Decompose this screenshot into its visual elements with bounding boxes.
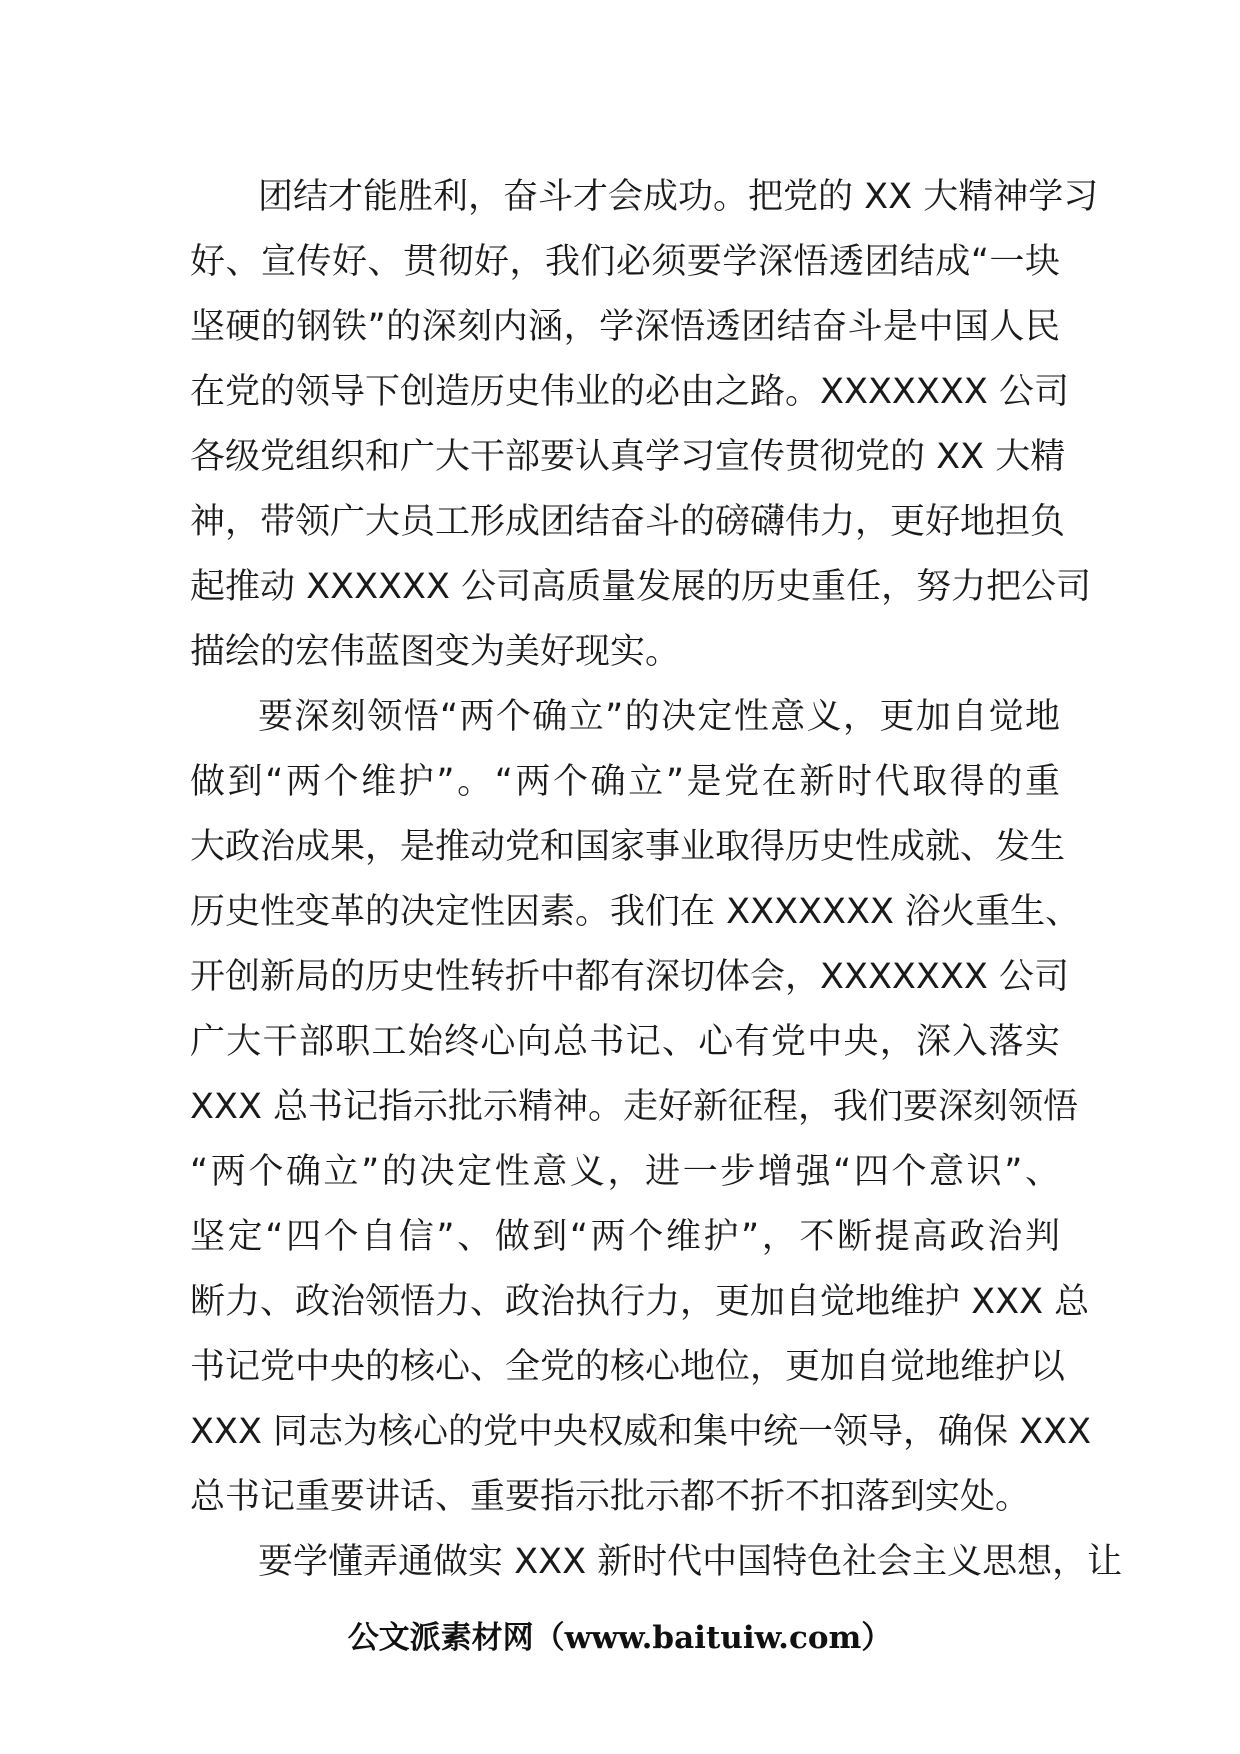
text-line: 团结才能胜利，奋斗才会成功。把党的 XX 大精神学习 (258, 177, 1099, 217)
text-line: 好、宣传好、贯彻好，我们必须要学深悟透团结成“一块 (190, 242, 1060, 282)
text-line: 各级党组织和广大干部要认真学习宣传贯彻党的 XX 大精 (190, 437, 1066, 477)
text-line: 坚硬的钢铁”的深刻内涵，学深悟透团结奋斗是中国人民 (190, 307, 1060, 347)
text-line: 要学懂弄通做实 XXX 新时代中国特色社会主义思想，让 (258, 1542, 1123, 1582)
text-line: 总书记重要讲话、重要指示批示都不折不扣落到实处。 (190, 1477, 1031, 1517)
text-line: 广大干部职工始终心向总书记、心有党中央，深入落实 (190, 1022, 1060, 1062)
text-line: 开创新局的历史性转折中都有深切体会，XXXXXXX 公司 (190, 957, 1069, 997)
document-body (190, 165, 1123, 1595)
text-line: XXX 同志为核心的党中央权威和集中统一领导，确保 XXX (190, 1412, 1092, 1452)
text-line: XXX 总书记指示批示精神。走好新征程，我们要深刻领悟 (190, 1087, 1079, 1127)
text-line: 起推动 XXXXXX 公司高质量发展的历史重任，努力把公司 (190, 567, 1092, 607)
footer-watermark: 公文派素材网（www.baituiw.com） (347, 1620, 893, 1656)
text-line: 要深刻领悟“两个确立”的决定性意义，更加自觉地 (258, 697, 1060, 737)
text-line: 书记党中央的核心、全党的核心地位，更加自觉地维护以 (190, 1347, 1066, 1387)
text-line: 坚定“四个自信”、做到“两个维护”，不断提高政治判 (190, 1217, 1060, 1257)
text-line: 神，带领广大员工形成团结奋斗的磅礴伟力，更好地担负 (190, 502, 1066, 542)
text-line: 在党的领导下创造历史伟业的必由之路。XXXXXXX 公司 (190, 372, 1069, 412)
text-line: 描绘的宏伟蓝图变为美好现实。 (190, 632, 681, 672)
text-line: 做到“两个维护”。“两个确立”是党在新时代取得的重 (190, 762, 1060, 802)
text-line: 断力、政治领悟力、政治执行力，更加自觉地维护 XXX 总 (190, 1282, 1090, 1322)
text-line: 历史性变革的决定性因素。我们在 XXXXXXX 浴火重生、 (190, 892, 1081, 932)
text-line: 大政治成果，是推动党和国家事业取得历史性成就、发生 (190, 827, 1066, 867)
text-line: “两个确立”的决定性意义，进一步增强“四个意识”、 (190, 1152, 1060, 1192)
